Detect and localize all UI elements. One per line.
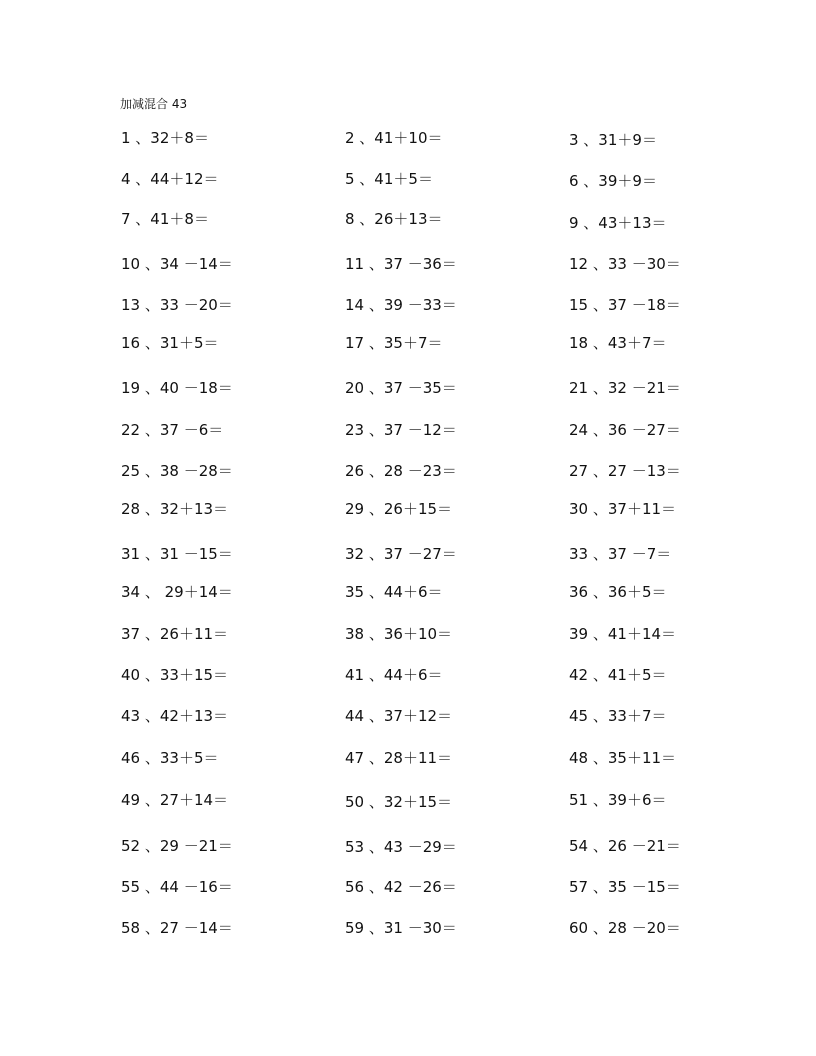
problem-3: 3 、31＋9＝: [569, 131, 657, 149]
problem-38: 38 、36＋10＝: [345, 625, 453, 643]
problem-57: 57 、35 －15＝: [569, 878, 681, 896]
problem-18: 18 、43＋7＝: [569, 334, 667, 352]
problem-25: 25 、38 －28＝: [121, 462, 233, 480]
problem-14: 14 、39 －33＝: [345, 296, 457, 314]
problem-10: 10 、34 －14＝: [121, 255, 233, 273]
problem-39: 39 、41＋14＝: [569, 625, 677, 643]
problem-48: 48 、35＋11＝: [569, 749, 677, 767]
problem-58: 58 、27 －14＝: [121, 919, 233, 937]
problem-54: 54 、26 －21＝: [569, 837, 681, 855]
problem-29: 29 、26＋15＝: [345, 500, 453, 518]
problem-26: 26 、28 －23＝: [345, 462, 457, 480]
problem-23: 23 、37 －12＝: [345, 421, 457, 439]
problem-17: 17 、35＋7＝: [345, 334, 443, 352]
problem-16: 16 、31＋5＝: [121, 334, 219, 352]
problem-53: 53 、43 －29＝: [345, 838, 457, 856]
problem-44: 44 、37＋12＝: [345, 707, 453, 725]
problem-13: 13 、33 －20＝: [121, 296, 233, 314]
problem-49: 49 、27＋14＝: [121, 791, 229, 809]
problem-30: 30 、37＋11＝: [569, 500, 677, 518]
problem-52: 52 、29 －21＝: [121, 837, 233, 855]
problem-35: 35 、44＋6＝: [345, 583, 443, 601]
problem-20: 20 、37 －35＝: [345, 379, 457, 397]
problem-36: 36 、36＋5＝: [569, 583, 667, 601]
problem-1: 1 、32＋8＝: [121, 129, 209, 147]
problem-34: 34 、 29＋14＝: [121, 583, 233, 601]
problem-43: 43 、42＋13＝: [121, 707, 229, 725]
problem-21: 21 、32 －21＝: [569, 379, 681, 397]
problem-41: 41 、44＋6＝: [345, 666, 443, 684]
problem-59: 59 、31 －30＝: [345, 919, 457, 937]
problem-5: 5 、41＋5＝: [345, 170, 433, 188]
problem-32: 32 、37 －27＝: [345, 545, 457, 563]
problem-51: 51 、39＋6＝: [569, 791, 667, 809]
problem-9: 9 、43＋13＝: [569, 214, 667, 232]
problem-19: 19 、40 －18＝: [121, 379, 233, 397]
problem-28: 28 、32＋13＝: [121, 500, 229, 518]
problem-22: 22 、37 －6＝: [121, 421, 224, 439]
problem-27: 27 、27 －13＝: [569, 462, 681, 480]
problem-33: 33 、37 －7＝: [569, 545, 672, 563]
problem-7: 7 、41＋8＝: [121, 210, 209, 228]
problem-31: 31 、31 －15＝: [121, 545, 233, 563]
problem-24: 24 、36 －27＝: [569, 421, 681, 439]
problem-8: 8 、26＋13＝: [345, 210, 443, 228]
problem-50: 50 、32＋15＝: [345, 793, 453, 811]
problem-12: 12 、33 －30＝: [569, 255, 681, 273]
worksheet-title: 加减混合 43: [120, 97, 188, 111]
problem-11: 11 、37 －36＝: [345, 255, 457, 273]
problem-2: 2 、41＋10＝: [345, 129, 443, 147]
problem-56: 56 、42 －26＝: [345, 878, 457, 896]
problem-6: 6 、39＋9＝: [569, 172, 657, 190]
problem-46: 46 、33＋5＝: [121, 749, 219, 767]
problem-47: 47 、28＋11＝: [345, 749, 453, 767]
problem-15: 15 、37 －18＝: [569, 296, 681, 314]
problem-55: 55 、44 －16＝: [121, 878, 233, 896]
problem-45: 45 、33＋7＝: [569, 707, 667, 725]
problem-4: 4 、44＋12＝: [121, 170, 219, 188]
problem-40: 40 、33＋15＝: [121, 666, 229, 684]
problem-37: 37 、26＋11＝: [121, 625, 229, 643]
problem-60: 60 、28 －20＝: [569, 919, 681, 937]
problem-42: 42 、41＋5＝: [569, 666, 667, 684]
